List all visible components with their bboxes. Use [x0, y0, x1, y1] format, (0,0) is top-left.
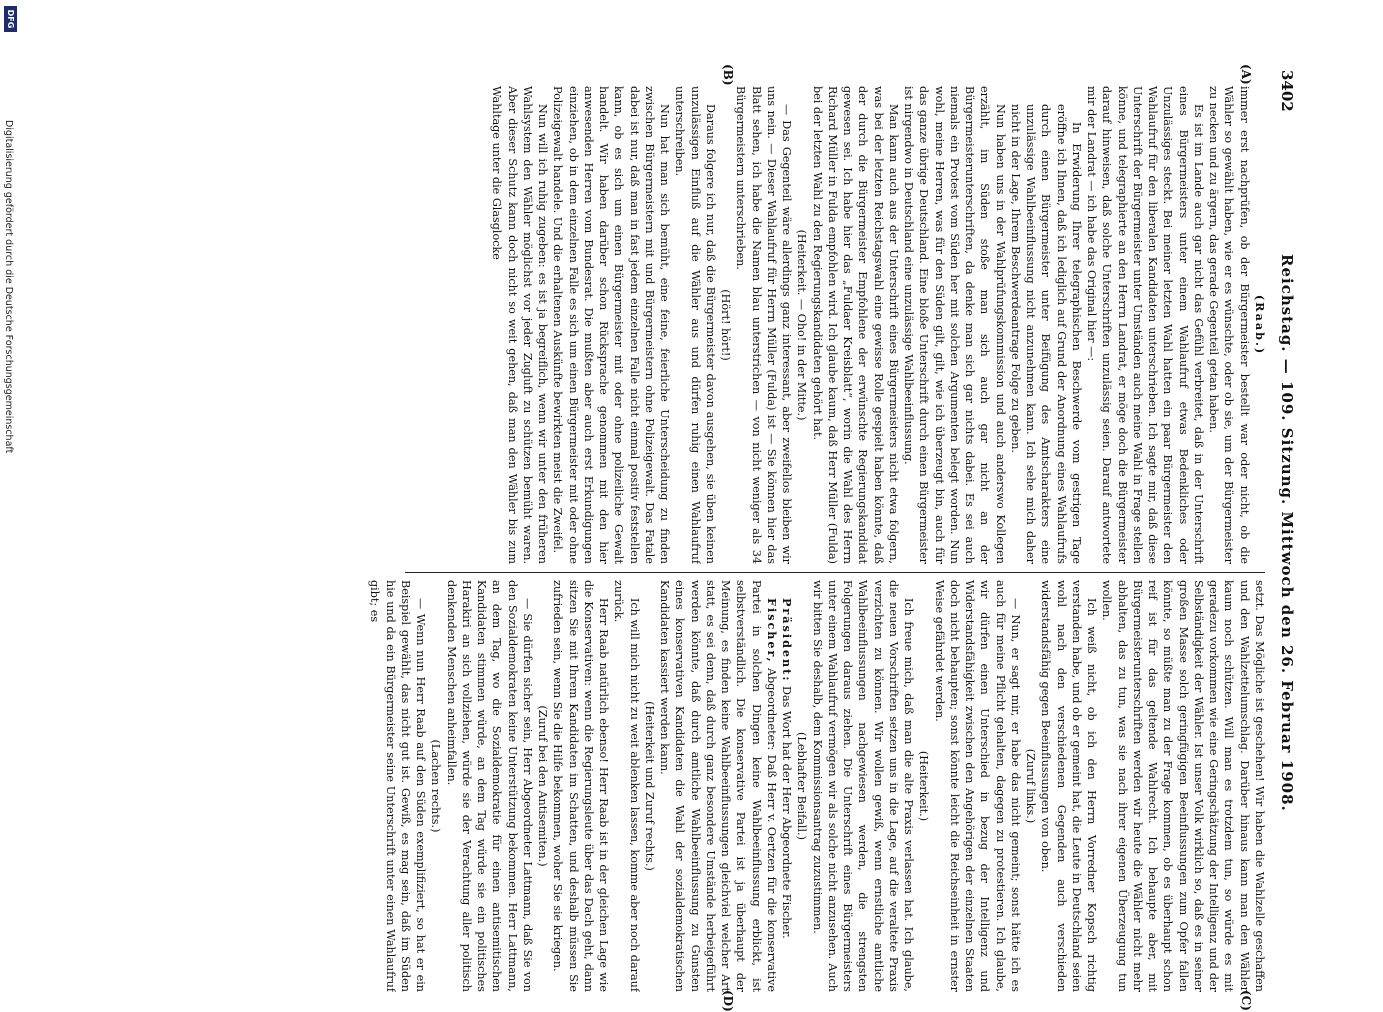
- margin-mark-a: (A): [1239, 64, 1253, 85]
- paragraph: setzt. Das Mögliche ist geschehen! Wir haben die Wahlzelle geschaffen und den Wahlzettelumschlag. Darüber hinaus kann man den Wähler kaum noch schützen. Will man es trotzdem tun, so würde es mit geradezu vorkommen wie eine Geringschätzung der Intelligenz und der Selbständigkeit der Wähler. Ist unser Volk wirklich so, daß es in seiner großen Masse solch geringfügigen Beeinflussungen zum Opfer fallen könnte, so müßte man zu der Frage kommen, ob es überhaupt schon reif ist für das geltende Wahlrecht. Ich behaupte aber, mit Bürgermeisterunterschriften werden wir heute die Wähler nicht mehr abhalten, das zu tun, was sie nach ihrer eigenen Überzeugung tun wollen.: [1100, 580, 1266, 992]
- right-column: [367, 580, 1267, 992]
- margin-mark-d: (D): [721, 990, 735, 1012]
- paragraph: Ich freue mich, daß man die alte Praxis verlassen hat. Ich glaube, die neuen Vorschriften setzen uns in die Lage, auf die veraltete Praxis verzichten zu können. Wir wollen gewiß, wenn ernstliche amtliche Wahlbeeinflussungen nachgewiesen werden, die strengsten Folgerungen daraus ziehen. Die Unterschrift eines Bürgermeisters unter einem Wahlaufruf vermögen wir als solche nicht anzusehen. Auch wir bitten Sie deshalb, dem Kommissionsantrag zuzustimmen.: [810, 580, 916, 992]
- speaker-label: Fischer,: [765, 598, 779, 664]
- paragraph: — Nun, er sagt mir, er habe das nicht gemeint; sonst hätte ich es auch für meine Pflicht gehalten, dagegen zu protestieren. Ich glaube, wir dürfen einen Unterschied in bezug der Intelligenz und Widerstandsfähigkeit zwischen den Angehörigen der einzelnen Staaten doch nicht behaupten; sonst könnte leicht die Reichseinheit in ernster Weise gefährdet werden.: [932, 580, 1022, 992]
- digitization-note: Digitalisierung gefördert durch die Deutsche Forschungsgemeinschaft: [3, 120, 14, 454]
- margin-mark-c: (C): [1239, 990, 1253, 1011]
- dfg-logo: DFG: [4, 6, 17, 32]
- paragraph: — Das Gegenteil wäre allerdings ganz interessant, aber zweifellos bleiben wir uns nein. — Dieser Wahlaufruf für Herrn Müller (Fulda) ist — Sie können hier das Blatt sehen, ich habe die Namen blau unterstrichen — von nicht weniger als 34 Bürgermeistern unterschrieben.: [734, 86, 794, 564]
- paragraph-text: Abgeordneter: Daß Herr v. Oertzen für die konservative Partei in solchen Dingen keine Wahlbeeinflussung erblickt, ist selbstverständlich. Die konservative Partei ist ja überhaupt der Meinung, es finden keine Wahlbeeinflussungen gleichviel welcher Art statt, es sei denn, daß durch ganz besondere Umstände herbeigeführt werden könnte, daß durch amtliche Wahlbeeinflussung zu Gunsten eines konservativen Kandidaten die Wahl der sozialdemokratischen Kandidaten kassiert werden kann.: [658, 580, 778, 992]
- paragraph-text: Das Wort hat der Herr Abgeordnete Fischer.: [780, 686, 794, 939]
- interjection: (Zuruf bei den Antisemiten.): [536, 705, 550, 867]
- interjection: (Hört! hört!): [719, 289, 733, 361]
- speaker-paragraph: [657, 580, 779, 992]
- interjection: (Heiterkeit und Zuruf rechts.): [643, 701, 656, 871]
- paragraph: Es ist im Lande auch gar nicht das Gefühl verbreitet, daß in der Unterschrift eines Bürgermeisters unter einem Wahlaufruf etwas Bedenkliches oder Unzulässiges steckt. Bei meiner letzten Wahl hatten ein paar Bürgermeister den Wahlaufruf für den liberalen Kandidaten unterschrieben. Ich sagte mir, daß diese Unterschrift der Bürgermeister unter Umständen auch meine Wahl in Frage stellen könne, und telegraphierte an den Herrn Landrat, er möge doch die Bürgermeister darauf hinweisen, daß solche Unterschriften unzulässig seien. Darauf antwortete mir der Landrat — ich habe das Original hier —:: [1085, 86, 1205, 564]
- interjection: (Lebhafter Beifall.): [795, 732, 809, 840]
- paragraph: Ich weiß nicht, ob ich den Herrn Vorredner Kopsch richtig verstanden habe, und ob er gemeint hat, die Leute in Deutschland seien wohl nach den verschiedenen Gegenden auch verschieden widerstandsfähig gegen Beeinflussungen von oben.: [1039, 580, 1099, 992]
- session-title: Reichstag. — 109. Sitzung. Mittwoch den 26. Februar 1908.: [1278, 253, 1296, 812]
- paragraph: Herr Raab natürlich ebenso! Herr Raab ist in der gleichen Lage wie die Konservativen: wenn die Regierungsleute über das Dach geht, dann sitzen Sie mit Ihrem Kandidaten im Schatten, und deshalb müssen Sie zufrieden sein, wenn Sie die Hilfe bekommen, woher Sie sie kriegen.: [551, 580, 611, 992]
- interjection: (Heiterkeit. — Oho! in der Mitte.): [795, 229, 809, 421]
- interjection: (Zuruf links.): [1024, 748, 1038, 824]
- speaker-label: Präsident:: [780, 598, 795, 683]
- paragraph: Man kann auch aus der Unterschrift eines Bürgermeisters nicht etwa folgern, was bei der letzten Reichstagswahl eine gewisse Rolle gespielt haben könnte, daß der durch die Bürgermeister Empfohlene der erwünschte Regierungskandidat gewesen sei. Ich habe hier das „Fuldaer Kreisblatt“, worin die Wahl des Herrn Richard Müller in Fulda empfohlen wird. Ich glaube kaum, daß Herr Müller (Fulda) bei der letzten Wahl zu den Regierungskandidaten gehört hat.: [810, 86, 900, 564]
- paragraph: immer erst nachprüfen, ob der Bürgermeister bestellt war oder nicht, ob die Wähler so gewählt haben, wie er es wünschte, oder ob sie, um der Bürgermeister zu necken und zu ärgern, das gerade Gegenteil getan haben.: [1207, 86, 1251, 564]
- paragraph: — Wenn nun Herr Raab auf den Süden exemplifiziert, so hat er ein Beispiel gewählt, das nicht gut ist. Gewiß, es mag sein, daß im Süden hie und da ein Bürgermeister seine Unterschrift unter einen Wahlaufruf gibt; es: [368, 580, 428, 992]
- quoted-letter: In Erwiderung Ihrer telegraphischen Beschwerde vom gestrigen Tage eröffne ich Ihnen, daß ich lediglich auf Grund der Anordnung eines Wahlaufrufs durch einen Bürgermeister unter Beifügung des Amtscharakters eine unzulässige Wahlbeeinflussung nicht anzunehmen kann. Ich sehe mich daher nicht in der Lage, Ihrem Beschwerdeantrage Folge zu geben.: [1009, 104, 1083, 564]
- paragraph: Daraus folgere ich nur, daß die Bürgermeister davon ausgehen, sie üben keinen unzulässigen Einfluß auf die Wähler aus und dürfen ruhig einen Wahlaufruf unterschreiben.: [673, 86, 717, 564]
- interjection: (Lachen rechts.): [429, 739, 443, 833]
- left-column: [367, 86, 1267, 564]
- margin-mark-b: (B): [721, 64, 735, 86]
- paragraph: Nun haben uns in der Wahlprüfungskommission und auch anderswo Kollegen erzählt, im Süden stoße man sich auch gar nicht an der Bürgermeisterunterschriften, da denke man sich gar nichts dabei. Es sei auch niemals ein Protest vom Süden her mit solchen Argumenten belegt worden. Nun wohl, meine Herren, was für den Süden gilt, gilt, wie ich überzeugt bin, auch für das ganze übrige Deutschland. Eine bloße Unterschrift durch einen Bürgermeister ist nirgendwo in Deutschland eine unzulässige Wahlbeeinflussung.: [902, 86, 1007, 564]
- paragraph: Nun will ich ruhig zugeben: es ist ja begreiflich, wenn wir unter den früheren Wahlsystem den Wähler möglichst vor jeder Zugluft zu schützen bemüht waren. Aber dieser Schutz kann doch nicht so weit gehen, daß man den Wähler bis zum Wahltage unter die Glasglocke: [490, 86, 550, 564]
- paragraph: — Sie dürfen sicher sein, Herr Abgeordneter Lattmann, daß Sie von den Sozialdemokraten keine Unterstützung bekommen. Herr Lattmann, an dem Tag, wo die Sozialdemokratie für einen antisemitischen Kandidaten stimmen würde, an dem Tag würde sie ein politisches Harakiri an sich vollziehen, würde sie der Verachtung aller politisch denkenden Menschen anheimfallen.: [444, 580, 534, 992]
- interjection: (Heiterkeit.): [917, 750, 931, 822]
- paragraph: Ich will mich nicht zu weit ablenken lassen, komme aber noch darauf zurück.: [612, 580, 641, 992]
- page-number: 3402: [1278, 70, 1296, 112]
- speaker-tag: (Raab.): [1253, 294, 1267, 356]
- president-paragraph: [779, 580, 794, 992]
- paragraph: Nun hat man sich bemüht, eine feine, feierliche Unterscheidung zu finden zwischen Bürgermeistern mit und Bürgermeistern ohne Polizeigewalt. Das Fatale dabei ist nur, daß man in fast jedem einzelnen Falle nicht einmal positiv feststellen kann, ob es sich um einen Bürgermeister mit oder ohne polizeiliche Gewalt handelt. Wir haben darüber schon Rücksprache genommen mit den hier anwesenden Herren vom Bundesrat. Die mußten aber auch erst Erkundigungen einziehen, ob in dem einzelnen Falle es sich um einen Bürgermeister mit oder ohne Polizeigewalt handele. Und die erhaltenen Auskünfte bewirkten meist die Zweifel.: [551, 86, 672, 564]
- page-header: [1269, 70, 1305, 954]
- column-divider: [405, 572, 1265, 573]
